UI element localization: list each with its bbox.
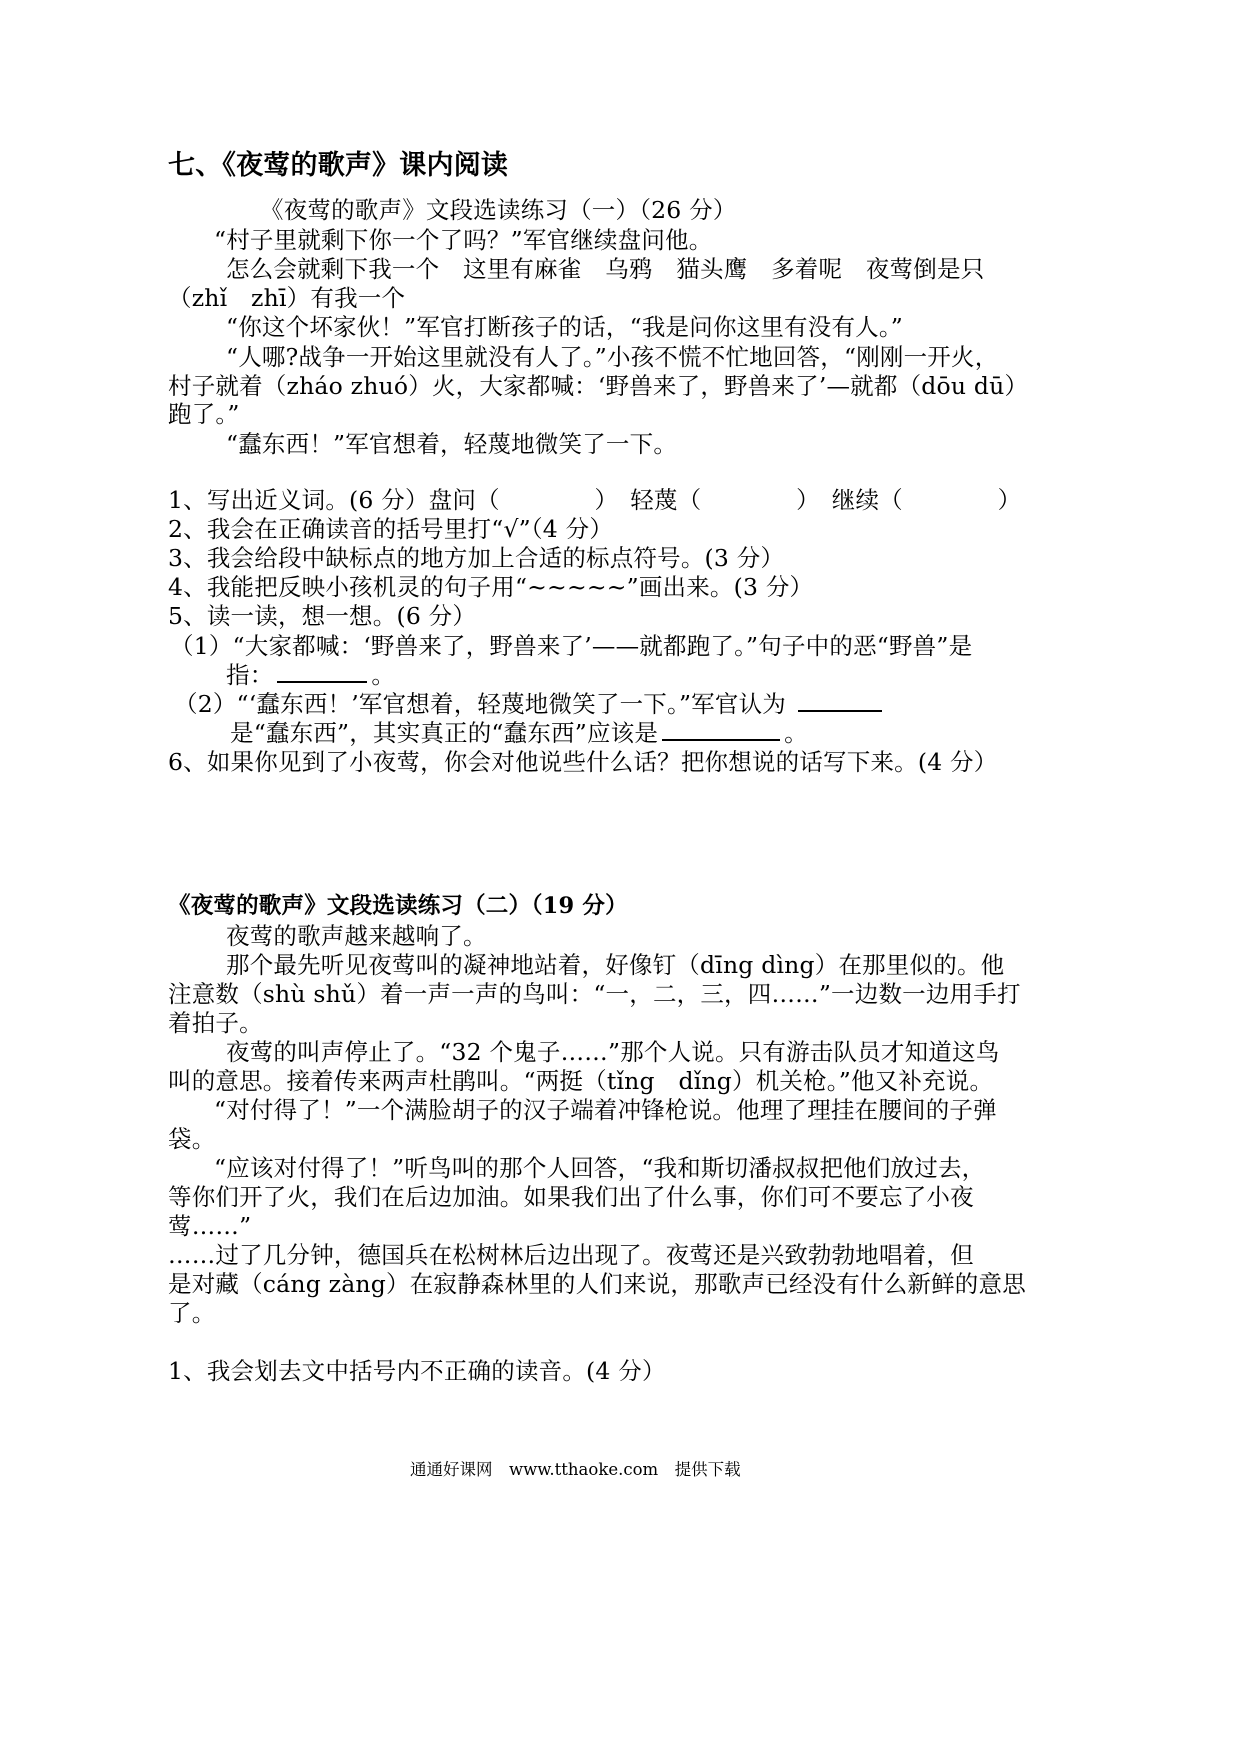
question-3: 3、我会给段中缺标点的地方加上合适的标点符号。(3 分） — [168, 544, 785, 572]
answer-blank[interactable] — [798, 688, 882, 712]
part1-heading: 《夜莺的歌声》文段选读练习（一）（26 分） — [260, 196, 737, 224]
part2-heading: 《夜莺的歌声》文段选读练习（二）（19 分） — [168, 893, 628, 919]
passage-line: 夜莺的叫声停止了。“32 个鬼子……”那个人说。只有游击队员才知道这鸟 — [226, 1038, 1000, 1066]
passage-line: “村子里就剩下你一个了吗？”军官继续盘问他。 — [214, 226, 713, 254]
part2-question-1: 1、我会划去文中括号内不正确的读音。(4 分） — [168, 1357, 666, 1385]
passage-line: ……过了几分钟，德国兵在松树林后边出现了。夜莺还是兴致勃勃地唱着，但 — [168, 1241, 974, 1269]
passage-line: “应该对付得了！”听鸟叫的那个人回答，“我和斯切潘叔叔把他们放过去， — [214, 1154, 986, 1182]
passage-line: 那个最先听见夜莺叫的凝神地站着，好像钉（dīng dìng）在那里似的。他 — [226, 951, 1005, 979]
passage-line: “人哪?战争一开始这里就没有人了。”小孩不慌不忙地回答，“刚刚一开火， — [226, 343, 999, 371]
question-4: 4、我能把反映小孩机灵的句子用“~~~~~”画出来。(3 分） — [168, 573, 814, 601]
question-1: 1、写出近义词。(6 分）盘问（ ） 轻蔑（ ） 继续（ ） — [168, 486, 1022, 514]
answer-blank[interactable] — [662, 717, 780, 741]
period: 。 — [371, 661, 396, 689]
question-2: 2、我会在正确读音的括号里打“√”（4 分） — [168, 515, 614, 543]
passage-line: 跑了。” — [168, 400, 240, 428]
question-5-2-text: （2）“‘蠢东西！’军官想着，轻蔑地微笑了一下。”军官认为 — [174, 690, 786, 718]
passage-line: （zhǐ zhī）有我一个 — [168, 284, 406, 312]
passage-line: 了。 — [168, 1299, 216, 1327]
passage-line: 注意数（shù shǔ）着一声一声的鸟叫：“一，二，三，四……”一边数一边用手打 — [168, 980, 1021, 1008]
passage-line: “你这个坏家伙！”军官打断孩子的话，“我是问你这里有没有人。” — [226, 313, 904, 341]
answer-prefix: 是“蠢东西”，其实真正的“蠢东西”应该是 — [230, 719, 659, 747]
passage-line: 夜莺的歌声越来越响了。 — [226, 922, 487, 950]
passage-line: 袋。 — [168, 1125, 216, 1153]
footer-credit: 通通好课网 www.tthaoke.com 提供下载 — [410, 1460, 741, 1479]
passage-line: 叫的意思。接着传来两声杜鹃叫。“两挺（tǐng dǐng）机关枪。”他又补充说。 — [168, 1067, 994, 1095]
question-5-2-answer-line — [230, 717, 808, 749]
question-5: 5、读一读，想一想。(6 分） — [168, 602, 477, 630]
answer-prefix: 指： — [226, 661, 274, 689]
passage-line: 莺……” — [168, 1212, 252, 1240]
question-5-1: （1）“大家都喊：‘野兽来了，野兽来了’——就都跑了。”句子中的恶“野兽”是 — [170, 632, 973, 660]
passage-line: 等你们开了火，我们在后边加油。如果我们出了什么事，你们可不要忘了小夜 — [168, 1183, 974, 1211]
answer-blank[interactable] — [277, 659, 367, 683]
passage-line: “对付得了！”一个满脸胡子的汉子端着冲锋枪说。他理了理挂在腰间的子弹 — [214, 1096, 997, 1124]
section-title: 七、《夜莺的歌声》课内阅读 — [168, 150, 509, 181]
period: 。 — [784, 719, 808, 747]
passage-line: “蠢东西！”军官想着，轻蔑地微笑了一下。 — [226, 430, 678, 458]
passage-line: 是对藏（cáng zàng）在寂静森林里的人们来说，那歌声已经没有什么新鲜的意思 — [168, 1270, 1026, 1298]
question-5-1-answer-line — [226, 659, 395, 691]
question-6: 6、如果你见到了小夜莺，你会对他说些什么话？把你想说的话写下来。(4 分） — [168, 748, 998, 776]
passage-line: 村子就着（zháo zhuó）火，大家都喊：‘野兽来了，野兽来了’—就都（dōu dū） — [168, 372, 1029, 400]
question-5-2 — [174, 688, 886, 720]
passage-line: 怎么会就剩下我一个 这里有麻雀 乌鸦 猫头鹰 多着呢 夜莺倒是只 — [226, 255, 985, 283]
passage-line: 着拍子。 — [168, 1009, 263, 1037]
